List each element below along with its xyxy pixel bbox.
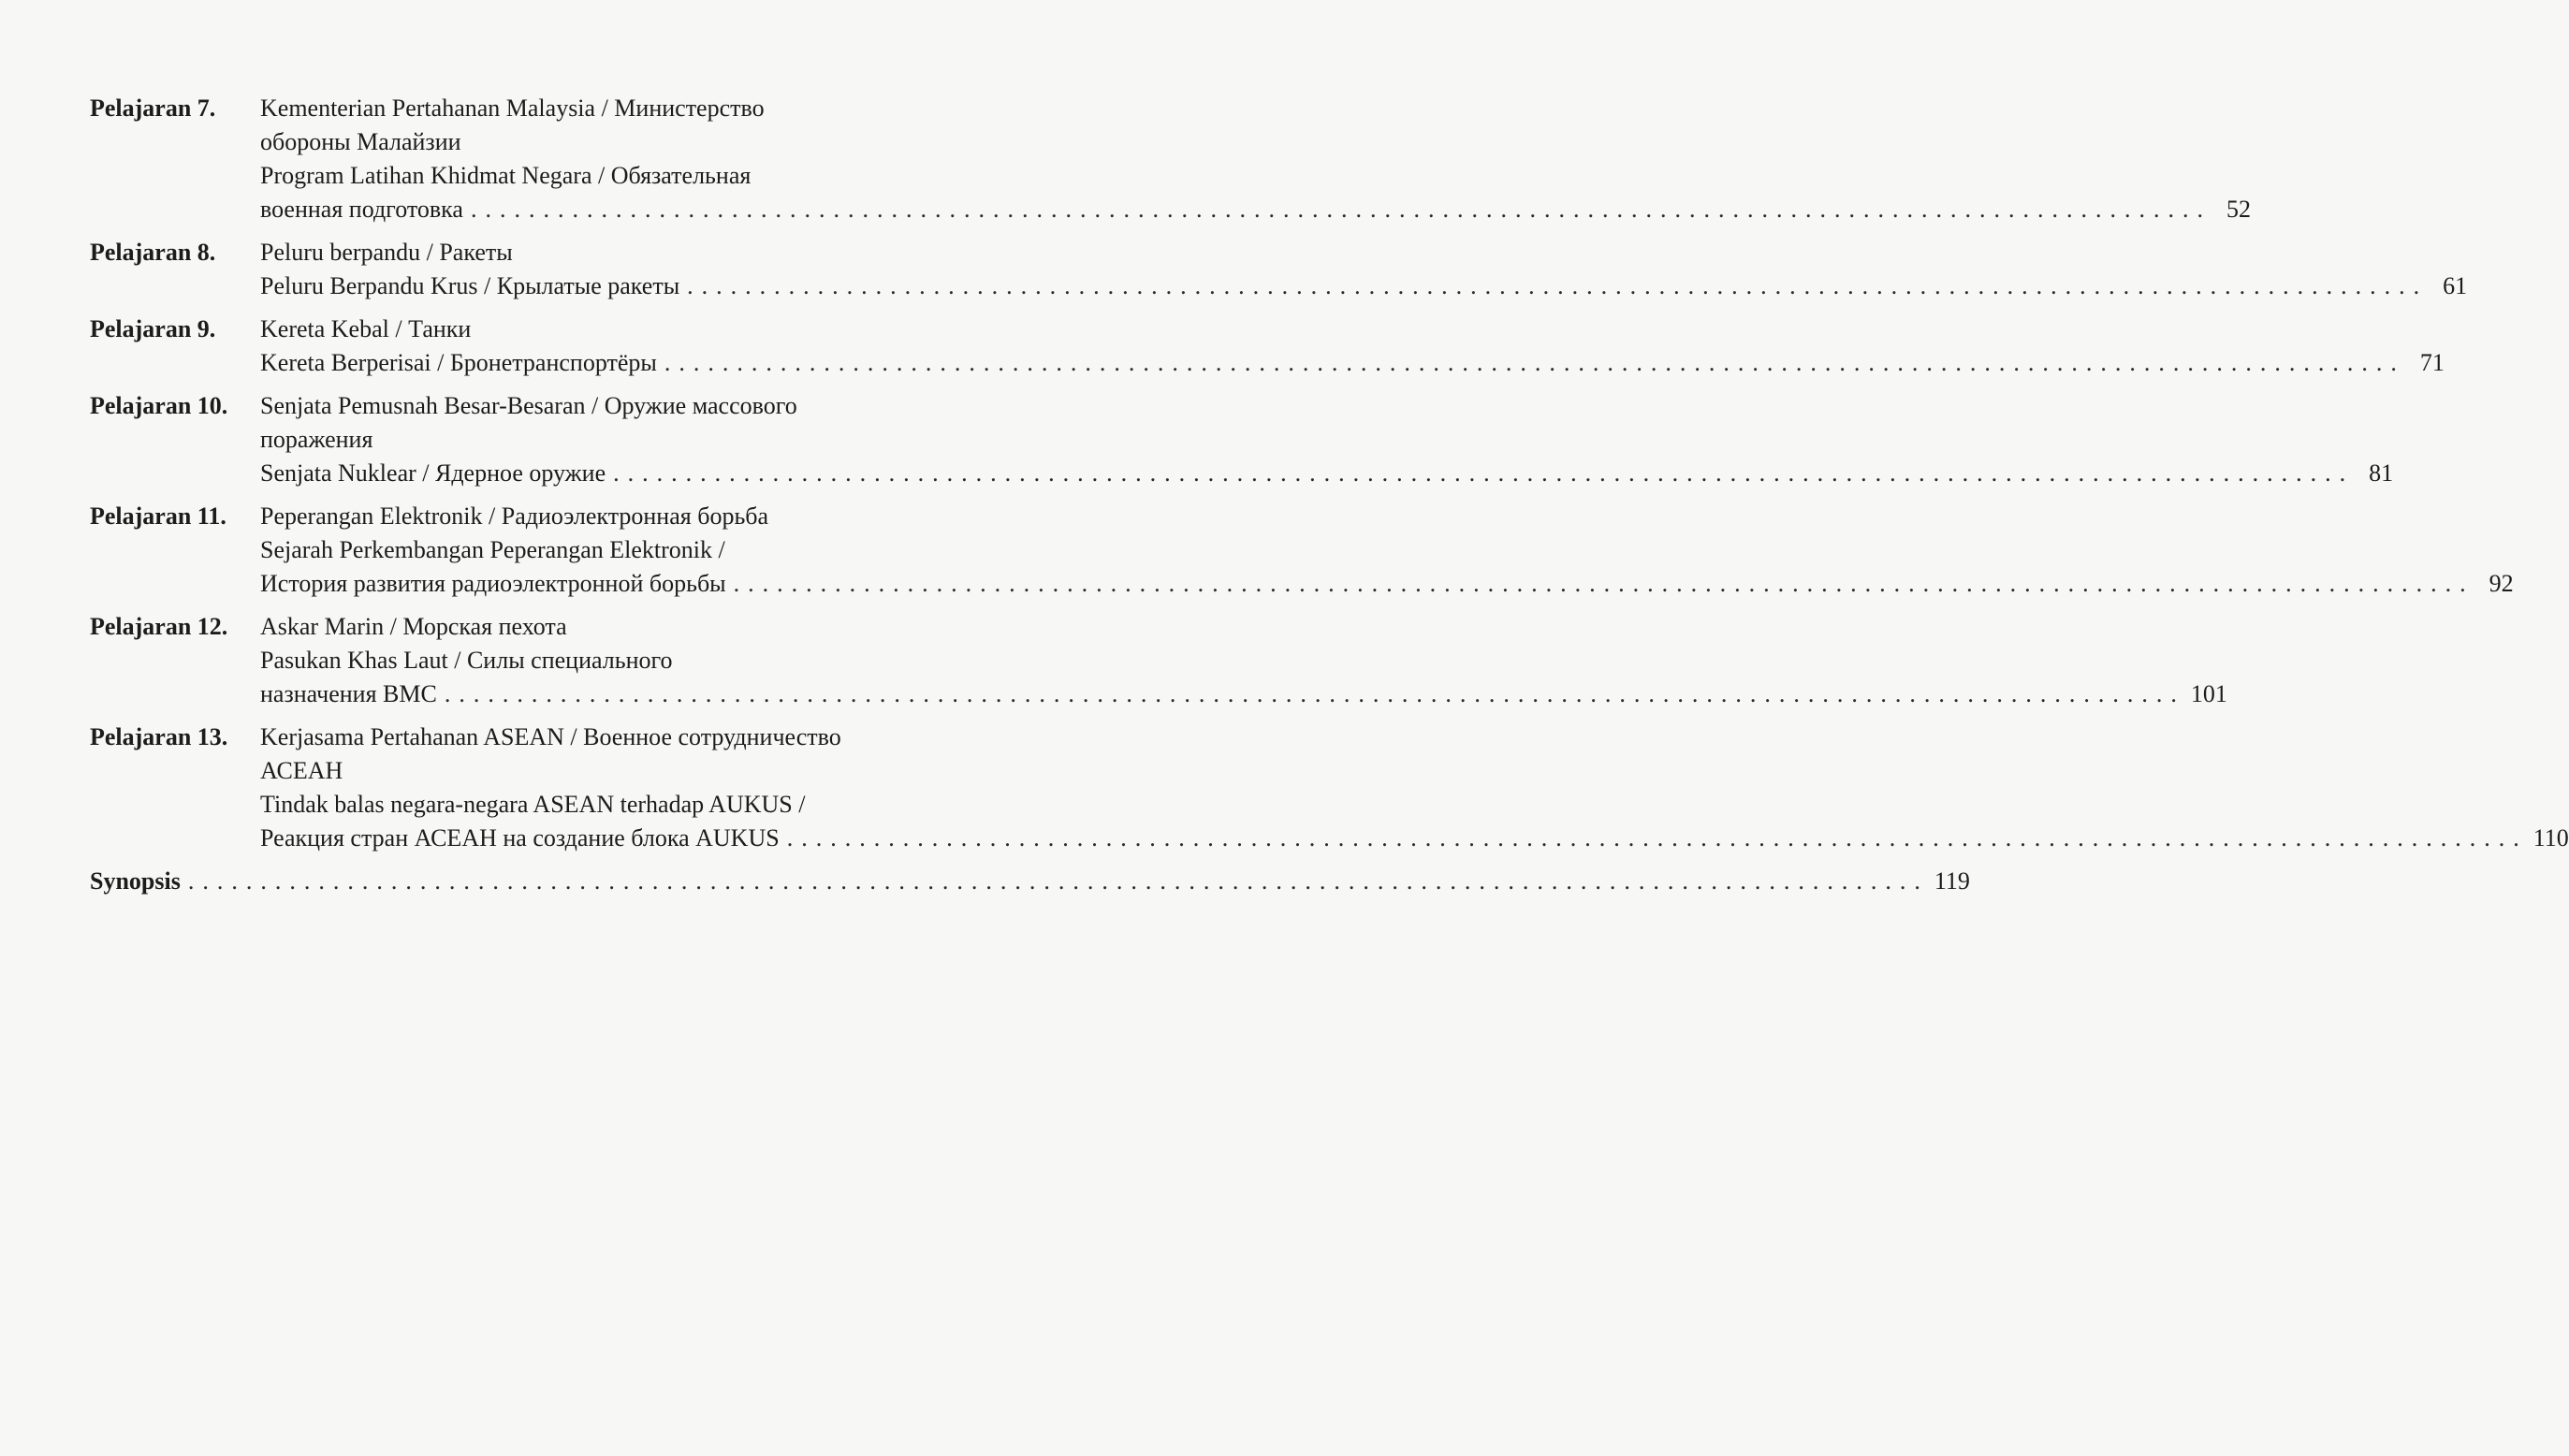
title-line: История развития радиоэлектронной борьбы	[260, 570, 726, 597]
title-line: Kerjasama Pertahanan ASEAN / Военное сотрудничество	[260, 723, 841, 750]
title-line: назначения ВМС	[260, 680, 437, 707]
table-of-contents	[90, 92, 2569, 898]
title-line: Askar Marin / Морская пехота	[260, 613, 567, 640]
title-line: Peperangan Elektronik / Радиоэлектронная борьба	[260, 502, 769, 530]
synopsis-page-number: 119	[1934, 867, 1970, 895]
title-line: Senjata Nuklear / Ядерное оружие	[260, 459, 606, 487]
title-line: обороны Малайзии	[260, 128, 461, 155]
synopsis-label: Synopsis	[90, 867, 181, 895]
toc-entry	[90, 313, 2445, 380]
lesson-title	[260, 610, 2227, 711]
title-line: Peluru Berpandu Krus / Крылатые ракеты	[260, 272, 680, 299]
title-line: Kementerian Pertahanan Malaysia / Министерство	[260, 95, 765, 122]
dot-leader: ........................................................................................................................	[733, 570, 2474, 597]
lesson-title	[260, 389, 2393, 490]
title-last-line	[260, 457, 2393, 490]
toc-entry-synopsis	[90, 865, 1970, 898]
lesson-title	[260, 236, 2467, 303]
toc-entry	[90, 236, 2468, 303]
title-line: военная подготовка	[260, 196, 463, 223]
lesson-title	[260, 313, 2445, 380]
dot-leader: ........................................................................................................................	[786, 824, 2528, 852]
title-line: Kereta Berperisai / Бронетранспортёры	[260, 349, 657, 376]
title-line: Senjata Pemusnah Besar-Besaran / Оружие массового	[260, 392, 797, 419]
title-line: Реакция стран АСЕАН на создание блока AUKUS	[260, 824, 780, 852]
dot-leader: ........................................................................................................................	[664, 349, 2405, 376]
toc-entry	[90, 721, 2569, 855]
toc-entry	[90, 92, 2251, 226]
title-line: Pasukan Khas Laut / Силы специального	[260, 647, 673, 674]
title-line: Program Latihan Khidmat Negara / Обязательная	[260, 162, 752, 189]
title-line: Tindak balas negara-negara ASEAN terhadap AUKUS /	[260, 791, 806, 818]
page-number: 110	[2533, 824, 2569, 852]
title-line: АСЕАН	[260, 757, 343, 784]
page-number: 52	[2226, 196, 2251, 223]
title-line: поражения	[260, 426, 373, 453]
lesson-label: Pelajaran 13.	[90, 723, 228, 750]
toc-entry	[90, 610, 2227, 711]
page-number: 71	[2419, 349, 2445, 376]
lesson-label: Pelajaran 8.	[90, 239, 216, 266]
lesson-label: Pelajaran 12.	[90, 613, 228, 640]
lesson-title	[260, 721, 2569, 855]
title-last-line	[260, 269, 2467, 303]
page-number: 101	[2190, 680, 2227, 707]
title-last-line	[260, 193, 2251, 226]
dot-leader: ........................................................................................................................	[470, 196, 2211, 223]
lesson-label: Pelajaran 11.	[90, 502, 226, 530]
lesson-title	[260, 92, 2251, 226]
dot-leader: ........................................................................................................................	[687, 272, 2429, 299]
title-last-line	[260, 567, 2514, 601]
title-last-line	[260, 677, 2227, 711]
page-number: 92	[2489, 570, 2514, 597]
lesson-label: Pelajaran 7.	[90, 95, 216, 122]
toc-entries	[90, 92, 2569, 855]
page-number: 61	[2443, 272, 2468, 299]
lesson-title	[260, 500, 2514, 601]
page-number: 81	[2369, 459, 2394, 487]
title-line: Peluru berpandu / Ракеты	[260, 239, 513, 266]
toc-entry	[90, 389, 2394, 490]
title-line: Kereta Kebal / Танки	[260, 315, 472, 342]
title-line: Sejarah Perkembangan Peperangan Elektronik /	[260, 536, 725, 563]
dot-leader: ........................................................................................................................	[187, 867, 1929, 895]
toc-entry	[90, 500, 2514, 601]
title-last-line	[260, 346, 2445, 380]
dot-leader: ........................................................................................................................	[613, 459, 2355, 487]
lesson-label: Pelajaran 10.	[90, 392, 228, 419]
dot-leader: ........................................................................................................................	[444, 680, 2185, 707]
lesson-label: Pelajaran 9.	[90, 315, 216, 342]
title-last-line	[260, 822, 2569, 855]
